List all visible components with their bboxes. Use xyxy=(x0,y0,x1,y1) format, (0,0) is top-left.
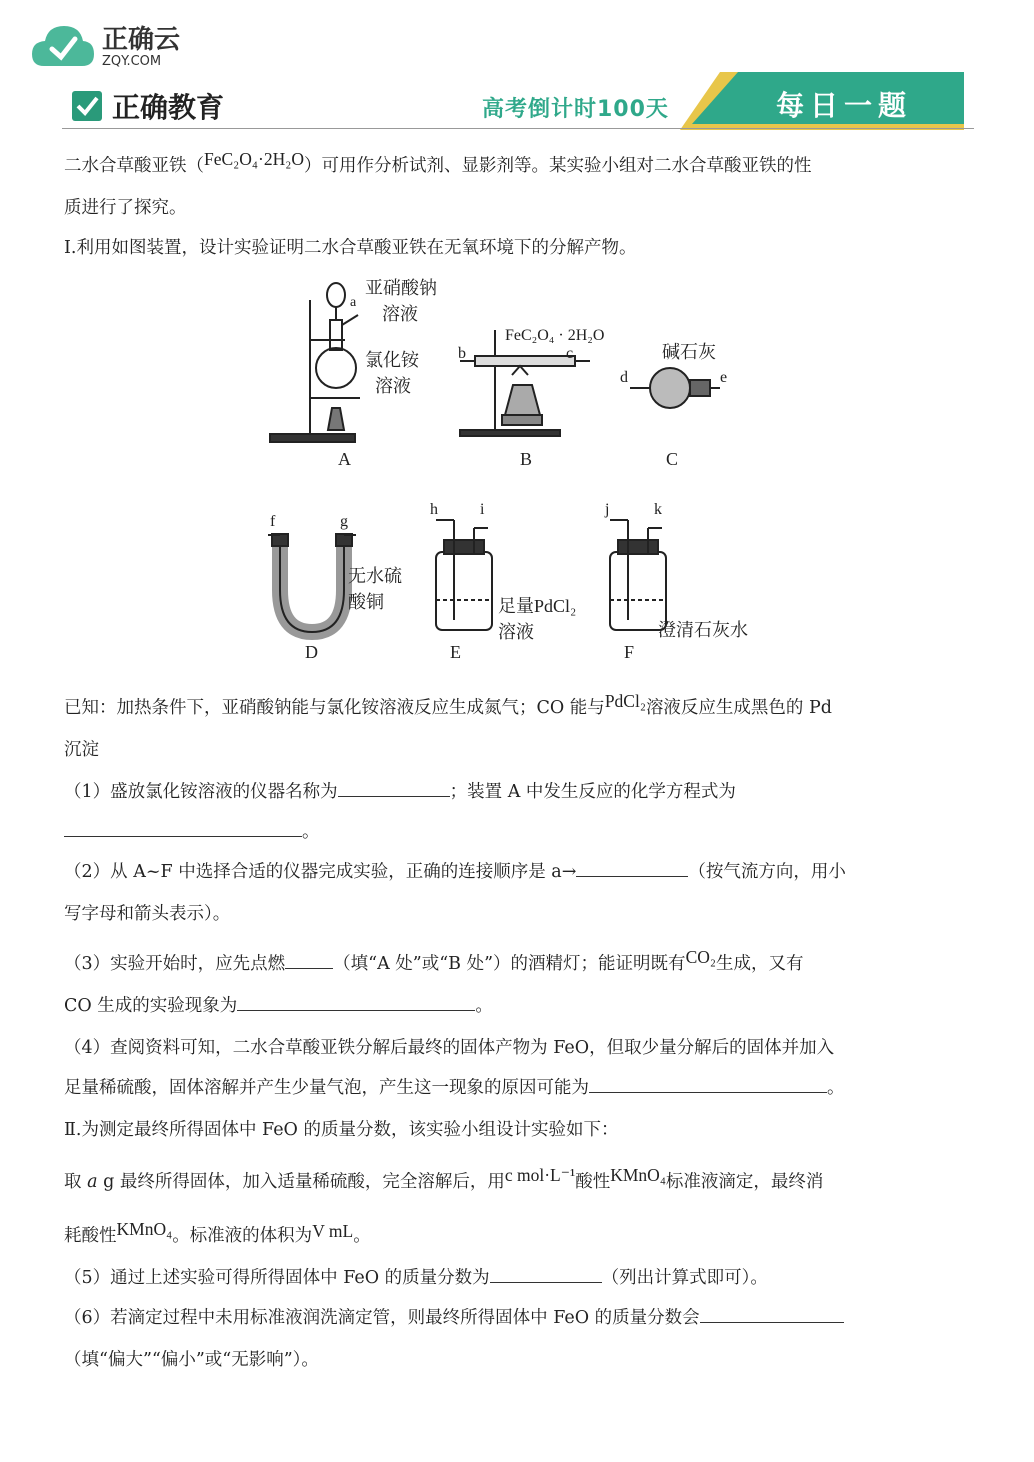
a-top-label-2: 溶液 xyxy=(382,304,418,324)
b-formula-label: FeC₂O₄ · 2H₂O xyxy=(505,327,605,344)
formula: FeC₂O₄·2H₂O xyxy=(204,149,304,169)
apparatus-d xyxy=(268,534,356,632)
e-label-2: 溶液 xyxy=(498,622,534,642)
b-left-port: b xyxy=(458,345,466,362)
a-flask-label-2: 溶液 xyxy=(375,376,411,396)
known-line-1: 已知：加热条件下，亚硝酸钠能与氯化铵溶液反应生成氮气；CO 能与PdCl₂溶液反应生成黑色的 Pd xyxy=(64,691,832,718)
c-caption: C xyxy=(666,449,679,469)
answer-blank[interactable] xyxy=(237,992,475,1011)
e-left-port: h xyxy=(430,501,438,518)
q2-line-2: 写字母和箭头表示）。 xyxy=(64,904,231,924)
cloud-check-icon xyxy=(30,22,96,72)
d-right-port: g xyxy=(340,513,348,530)
logo-domain: ZQY.COM xyxy=(102,53,162,69)
checkbox-icon xyxy=(70,89,104,123)
q1-line-2: 。 xyxy=(64,818,320,843)
q6-line-2: （填“偏大”“偏小”或“无影响”）。 xyxy=(64,1350,319,1370)
apparatus-c xyxy=(630,368,720,408)
f-left-port: j xyxy=(605,501,610,518)
q4-line-1: （4）查阅资料可知，二水合草酸亚铁分解后最终的固体产物为 FeO，但取少量分解后的固体并加入 xyxy=(64,1038,835,1058)
q3-line-2: CO 生成的实验现象为 。 xyxy=(64,992,493,1017)
q6-line-1: （6）若滴定过程中未用标准液润洗滴定管，则最终所得固体中 FeO 的质量分数会 xyxy=(64,1304,844,1329)
q2-line-1: （2）从 A~F 中选择合适的仪器完成实验，正确的连接顺序是 a→ （按气流方向，用小 xyxy=(64,858,846,883)
part2-line-1: 取 a g 最终所得固体，加入适量稀硫酸，完全溶解后，用c mol·L⁻¹酸性KMnO₄标准液滴定，最终消 xyxy=(64,1165,824,1192)
c-left-port: d xyxy=(620,369,628,386)
f-caption: F xyxy=(624,642,635,662)
a-port-label: a xyxy=(350,295,357,310)
q4-line-2: 足量稀硫酸，固体溶解并产生少量气泡，产生这一现象的原因可能为 。 xyxy=(64,1074,845,1099)
e-right-port: i xyxy=(480,501,485,518)
brand xyxy=(70,86,224,126)
a-caption: A xyxy=(338,449,351,469)
c-label: 碱石灰 xyxy=(662,342,716,362)
b-caption: B xyxy=(520,449,533,469)
answer-blank[interactable] xyxy=(589,1074,827,1093)
answer-blank[interactable] xyxy=(490,1264,602,1283)
apparatus-a xyxy=(270,283,360,442)
d-label-2: 酸铜 xyxy=(348,592,384,612)
answer-blank[interactable] xyxy=(285,950,333,969)
logo xyxy=(30,22,180,72)
apparatus-f xyxy=(610,520,666,630)
e-label: 足量PdCl₂ xyxy=(498,596,577,616)
q1-line-1: （1）盛放氯化铵溶液的仪器名称为 ；装置 A 中发生反应的化学方程式为 xyxy=(64,778,736,803)
a-top-label: 亚硝酸钠 xyxy=(365,278,437,298)
logo-name: 正确云 xyxy=(102,24,181,55)
answer-blank[interactable] xyxy=(338,778,450,797)
d-caption: D xyxy=(305,642,318,662)
part2-heading: Ⅱ.为测定最终所得固体中 FeO 的质量分数，该实验小组设计实验如下： xyxy=(64,1120,619,1140)
q5-line: （5）通过上述实验可得所得固体中 FeO 的质量分数为 （列出计算式即可）。 xyxy=(64,1264,768,1289)
c-right-port: e xyxy=(720,369,728,386)
intro-line-2: 质进行了探究。 xyxy=(64,198,187,218)
header-divider xyxy=(62,128,974,129)
e-caption: E xyxy=(450,642,461,662)
a-flask-label: 氯化铵 xyxy=(365,350,419,370)
q3-line-1: （3）实验开始时，应先点燃 （填“A 处”或“B 处”）的酒精灯；能证明既有CO₂生成，又有 xyxy=(64,947,804,974)
f-label: 澄清石灰水 xyxy=(658,620,748,640)
part1-heading: Ⅰ.利用如图装置，设计实验证明二水合草酸亚铁在无氧环境下的分解产物。 xyxy=(64,238,637,258)
answer-blank[interactable] xyxy=(64,818,302,837)
known-line-2: 沉淀 xyxy=(64,740,99,760)
answer-blank[interactable] xyxy=(700,1304,844,1323)
brand-name: 正确教育 xyxy=(112,91,225,124)
intro-line-1: 二水合草酸亚铁（FeC₂O₄·2H₂O）可用作分析试剂、显影剂等。某实验小组对二水合草酸亚铁的性 xyxy=(64,149,812,176)
d-label: 无水硫 xyxy=(348,566,402,586)
countdown-text: 高考倒计时100天 xyxy=(482,97,669,122)
part2-line-2: 耗酸性KMnO₄。标准液的体积为V mL。 xyxy=(64,1219,371,1246)
answer-blank[interactable] xyxy=(576,858,688,877)
banner-label: 每日一题 xyxy=(776,89,913,122)
f-right-port: k xyxy=(654,501,662,518)
apparatus-figure xyxy=(250,270,790,670)
apparatus-e xyxy=(436,520,492,630)
d-left-port: f xyxy=(270,513,276,530)
b-right-port: c xyxy=(566,345,574,362)
